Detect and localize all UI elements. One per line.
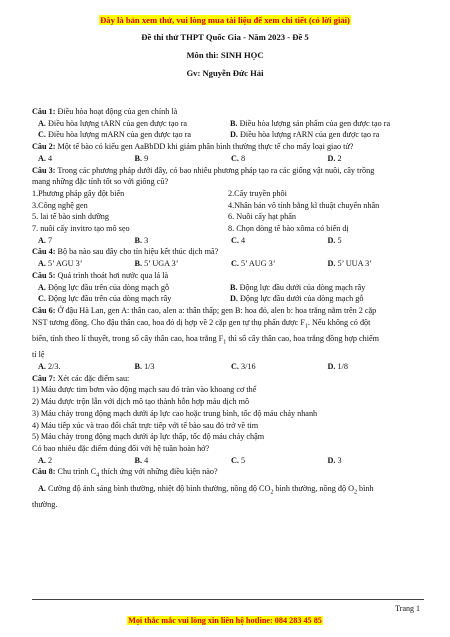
q5-options-row2: C. Động lực đầu trên của dòng mạch rây D. Động lực đầu dưới của dòng mạch gỗ (38, 294, 364, 304)
q3-item-3: 3.Công nghệ gen (32, 200, 88, 210)
hotline-banner-text: Mọi thắc mắc vui lòng xin liên hệ hotline: 084 283 45 85 (128, 616, 322, 625)
question-2: Câu 2: Một tế bào có kiểu gen AaBbDD khi giảm phân bình thường thực tế cho mấy loại giao tử? (32, 142, 354, 152)
exam-title: Đề thi thử THPT Quốc Gia - Năm 2023 - Đề 5 (141, 32, 309, 42)
q1-options-row2: C. Điều hòa lượng mARN của gen được tạo ra D. Điều hòa lượng rARN của gen được tạo ra (38, 130, 380, 140)
q7-statement-1: 1) Máu được tim bơm vào động mạch sau đó tràn vào khoang cơ thể (32, 385, 257, 395)
questions-body (32, 106, 424, 511)
q7-option-a: 2 (48, 455, 53, 465)
q5-option-a: Động lực đầu trên của dòng mạch gỗ (48, 282, 170, 292)
subject-line: Môn thi: SINH HỌC (186, 50, 264, 60)
teacher-line: Gv: Nguyễn Đức Hải (186, 68, 264, 78)
q3-item-6: 6. Nuôi cấy hạt phấn (228, 212, 296, 222)
q3-items-row2 (32, 200, 424, 212)
q3-option-a: 7 (48, 235, 53, 245)
q6-option-a: 2/3. (48, 362, 61, 372)
q3-option-d: 5 (337, 235, 342, 245)
q3-item-8: 8. Chọn dòng tế bào xôma có biến dị (228, 224, 349, 234)
footer-divider (32, 599, 424, 600)
q2-option-a: 4 (48, 153, 53, 163)
q3-item-5: 5. lai tế bào sinh dưỡng (32, 212, 109, 222)
preview-banner-text: Đây là bản xem thử, vui lòng mua tài liệu để xem chi tiết (có lời giải) (100, 15, 350, 25)
q4-option-c: 5’ AUG 3’ (241, 259, 276, 269)
question-6: Câu 6: Ở đậu Hà Lan, gen A: thân cao, alen a: thân thấp; gen B: hoa đỏ, alen b: hoa trắng nằm trên 2 cặp (32, 305, 377, 315)
q4-option-a: 5’ AGU 3’ (48, 259, 83, 269)
q3-item-2: 2.Cấy truyền phôi (228, 188, 287, 198)
question-6-line2: NST tương đồng. Cho đậu thân cao, hoa đỏ dị hợp về 2 cặp gen tự thụ phấn được $F_1$. Nếu không có đột (32, 317, 371, 330)
q5-option-d: Động lực đầu dưới của dòng mạch gỗ (240, 294, 364, 304)
question-7: Câu 7: Xét các đặc điểm sau: (32, 373, 130, 383)
q3-items-row3 (32, 211, 424, 223)
question-1: Câu 1: Điều hòa hoạt động của gen chính là (32, 107, 178, 116)
q6-option-d: 1/8 (337, 362, 348, 372)
hotline-banner (0, 616, 450, 625)
q4-option-b: 5’ UGA 3’ (144, 259, 179, 269)
q7-option-c: 5 (241, 455, 246, 465)
q7-statement-3: 3) Máu chảy trong động mạch dưới áp lực cao hoặc trung bình, tốc độ máu chảy nhanh (32, 408, 318, 418)
q7-ask: Có bao nhiêu đặc điểm đúng đối với hệ tuần hoàn hở? (32, 443, 210, 453)
q6-option-c: 3/16 (241, 362, 256, 372)
question-8: Câu 8: Chu trình $C_4$ thích ứng với những điều kiện nào? (32, 467, 218, 480)
q3-option-b: 3 (144, 235, 149, 245)
q7-statement-2: 2) Máu được trộn lẫn với dịch mô tạo thành hỗn hợp máu dịch mô (32, 397, 250, 407)
q1-option-a: Điều hòa lượng tARN của gen được tạo ra (48, 118, 187, 128)
q2-option-d: 2 (337, 153, 342, 163)
q6-option-b: 1/3 (144, 362, 155, 372)
question-3-cont: mang những đặc tính tốt so với giống cũ? (32, 177, 169, 187)
question-4: Câu 4: Bộ ba nào sau đây cho tín hiệu kết thúc dịch mã? (32, 247, 219, 257)
q5-options-row1: A. Động lực đầu trên của dòng mạch gỗ B. Động lực đầu dưới của dòng mạch rây (38, 282, 366, 292)
preview-banner (0, 15, 450, 25)
q3-option-c: 4 (241, 235, 246, 245)
q3-items-row4 (32, 223, 424, 235)
q2-option-c: 8 (241, 153, 246, 163)
q7-statement-5: 5) Máu chảy trong động mạch dưới áp lực thấp, tốc độ máu chảy chậm (32, 432, 265, 442)
q8-option-a-cont: thường. (32, 500, 58, 510)
q5-option-c: Động lực đầu trên của dòng mạch rây (48, 294, 172, 304)
question-5: Câu 5: Quá trình thoát hơi nước qua lá là (32, 270, 169, 280)
q3-item-1: 1.Phương pháp gây đột biến (32, 188, 125, 198)
q7-statement-4: 4) Máu tiếp xúc và trao đổi chất trực tiếp với tế bào sau đó trở về tim (32, 420, 259, 430)
q1-option-b: Điều hòa lượng sản phẩm của gen được tạo ra (239, 118, 391, 128)
q3-items-row1 (32, 188, 424, 200)
question-6-line3: biến, tính theo lí thuyết, trong số cây thân cao, hoa trắng $F_1$ thì số cây thân cao, hoa trắng đồng hợp chiếm (32, 334, 380, 346)
q7-option-b: 4 (144, 455, 149, 465)
q7-options: A. 2 B. 4 C. 5 D. 3 (38, 455, 342, 465)
q1-options-row1: A. Điều hòa lượng tARN của gen được tạo ra B. Điều hòa lượng sản phẩm của gen được tạo ra (38, 118, 391, 128)
q5-option-b: Động lực đầu dưới của dòng mạch rây (239, 282, 366, 292)
q1-option-c: Điều hòa lượng mARN của gen được tạo ra (48, 130, 192, 140)
q6-options: A. 2/3. B. 1/3 C. 3/16 D. 1/8 (38, 362, 348, 372)
q2-options: A. 4 B. 9 C. 8 D. 2 (38, 153, 342, 163)
q3-options: A. 7 B. 3 C. 4 D. 5 (38, 235, 342, 245)
q3-item-7: 7. nuôi cấy invitro tạo mô sẹo (32, 224, 130, 234)
q3-item-4: 4.Nhân bản vô tính bằng kĩ thuật chuyển nhân (228, 200, 380, 210)
q4-options: A. 5’ AGU 3’ B. 5’ UGA 3’ C. 5’ AUG 3’ D. 5’ UUA 3’ (38, 259, 372, 269)
q2-option-b: 9 (144, 153, 149, 163)
question-3: Câu 3: Trong các phương pháp dưới đây, có bao nhiêu phương pháp tạo ra các giống vật nuôi, cây trồng (32, 165, 375, 175)
page-number: Trang 1 (395, 604, 420, 613)
question-6-line4: tỉ lệ (32, 350, 45, 360)
q7-option-d: 3 (337, 455, 342, 465)
q8-option-a: A. Cường độ ánh sáng bình thường, nhiệt độ bình thường, nồng độ $CO_2$ bình thường, nồng độ $O_2$ bình (38, 483, 374, 496)
q1-option-d: Điều hòa lượng rARN của gen được tạo ra (240, 130, 380, 140)
q4-option-d: 5’ UUA 3’ (337, 259, 372, 269)
